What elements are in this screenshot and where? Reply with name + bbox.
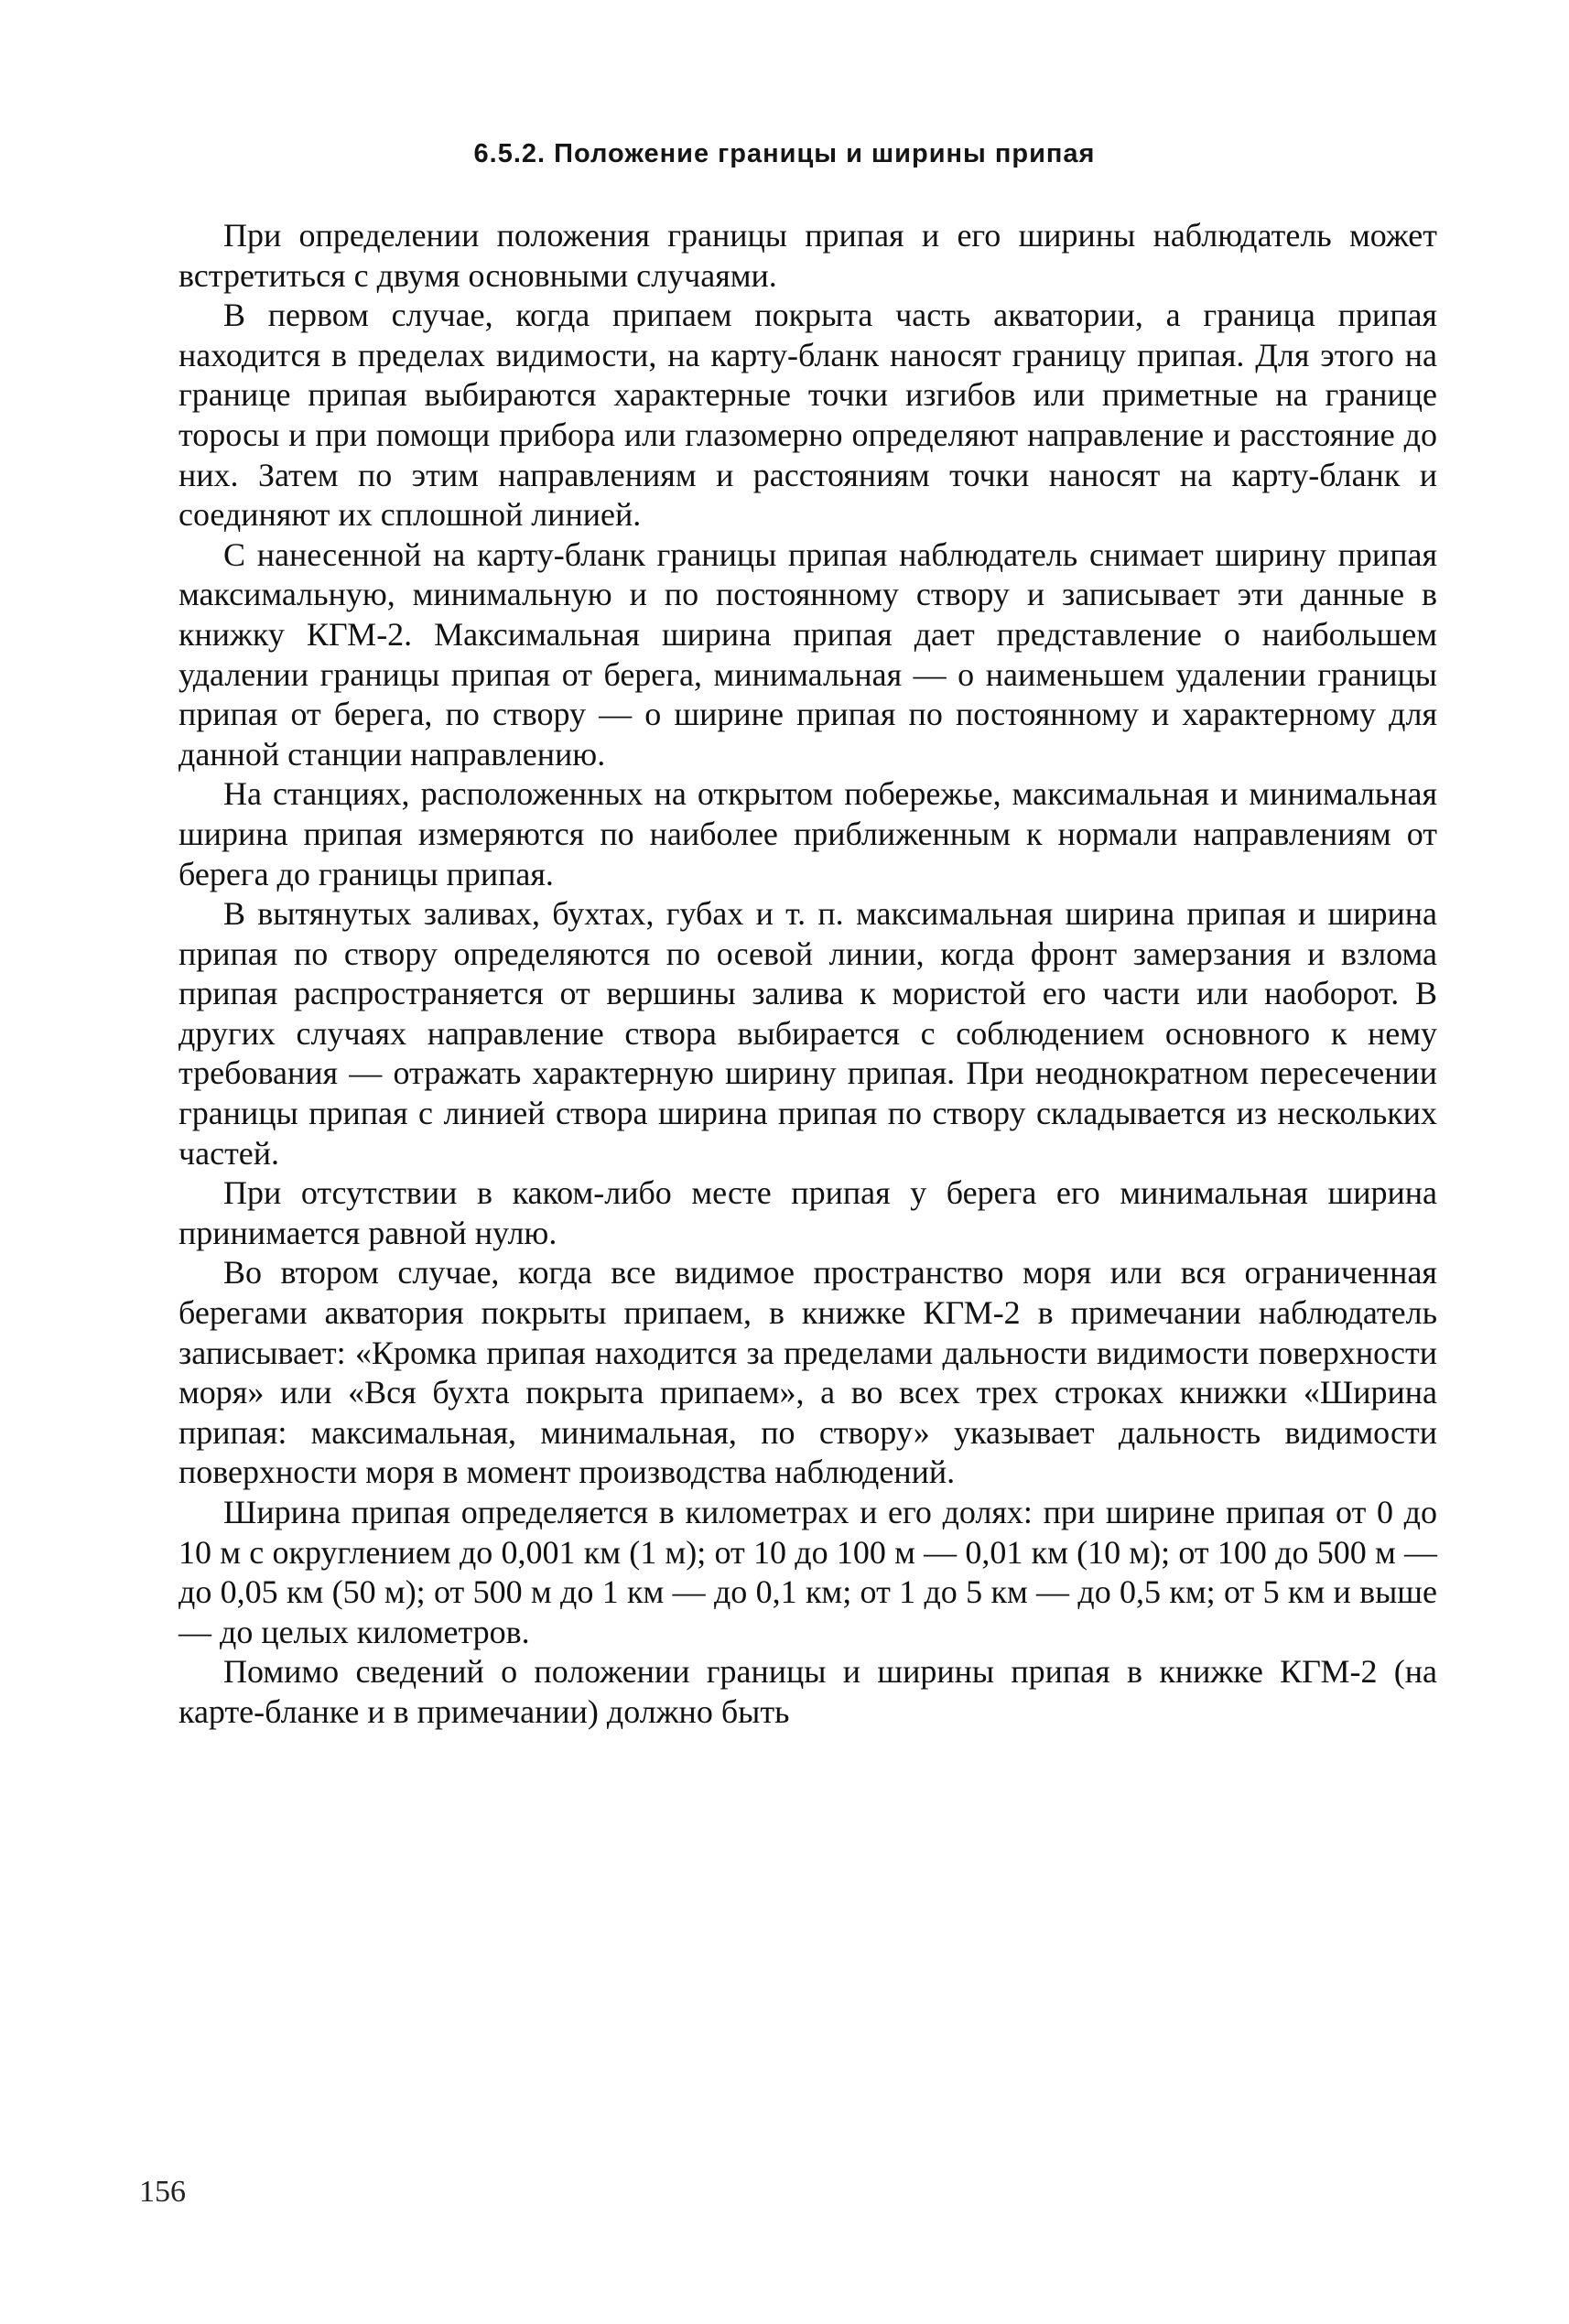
paragraph-3: С нанесенной на карту-бланк границы припая наблюдатель снимает ширину припая максимальную, минимальную и по постоянному створу и записывает эти данные в книжку КГМ-2. Максимальная ширина припая дает представление о наибольшем удалении границы припая от берега, минимальная — о наименьшем удалении границы припая от берега, по створу — о ширине припая по постоянному и характерному для данной станции направлению.: [179, 535, 1437, 773]
paragraph-7: Во втором случае, когда все видимое пространство моря или вся ограниченная берегами акватория покрыты припаем, в книжке КГМ-2 в примечании наблюдатель записывает: «Кромка припая находится за пределами дальности видимости поверхности моря» или «Вся бухта покрыта припаем», а во всех трех строках книжки «Ширина припая: максимальная, минимальная, по створу» указывает дальность видимости поверхности моря в момент производства наблюдений.: [179, 1254, 1437, 1491]
paragraph-5: В вытянутых заливах, бухтах, губах и т. п. максимальная ширина припая и ширина припая по створу определяются по осевой линии, когда фронт замерзания и взлома припая распространяется от вершины залива к мористой его части или наоборот. В других случаях направление створа выбирается с соблюдением основного к нему требования — отражать характерную ширину припая. При неоднократном пересечении границы припая с линией створа ширина припая по створу складывается из нескольких частей.: [179, 895, 1437, 1172]
section-heading: 6.5.2. Положение границы и ширины припая: [473, 139, 1096, 168]
paragraph-9: Помимо сведений о положении границы и ширины припая в книжке КГМ-2 (на карте-бланке и в примечании) должно быть: [179, 1653, 1437, 1730]
paragraph-1: При определении положения границы припая и его ширины наблюдатель может встретиться с двумя основными случаями.: [179, 217, 1437, 294]
paragraph-6: При отсутствии в каком-либо месте припая у берега его минимальная ширина принимается равной нулю.: [179, 1174, 1437, 1251]
paragraph-8: Ширина припая определяется в километрах и его долях: при ширине припая от 0 до 10 м с округлением до 0,001 км (1 м); от 10 до 100 м — 0,01 км (10 м); от 100 до 500 м — до 0,05 км (50 м); от 500 м до 1 км — до 0,1 км; от 1 до 5 км — до 0,5 км; от 5 км и выше — до целых километров.: [179, 1494, 1437, 1650]
body-text: [179, 216, 1437, 1733]
paragraph-2: В первом случае, когда припаем покрыта часть акватории, а граница припая находится в пределах видимости, на карту-бланк наносят границу припая. Для этого на границе припая выбираются характерные точки изгибов или приметные на границе торосы и при помощи прибора или глазомерно определяют направление и расстояние до них. Затем по этим направлениям и расстояниям точки наносят на карту-бланк и соединяют их сплошной линией.: [179, 297, 1437, 534]
page-number: 156: [139, 2175, 186, 2209]
paragraph-4: На станциях, расположенных на открытом побережье, максимальная и минимальная ширина припая измеряются по наиболее приближенным к нормали направлениям от берега до границы припая.: [179, 775, 1437, 892]
